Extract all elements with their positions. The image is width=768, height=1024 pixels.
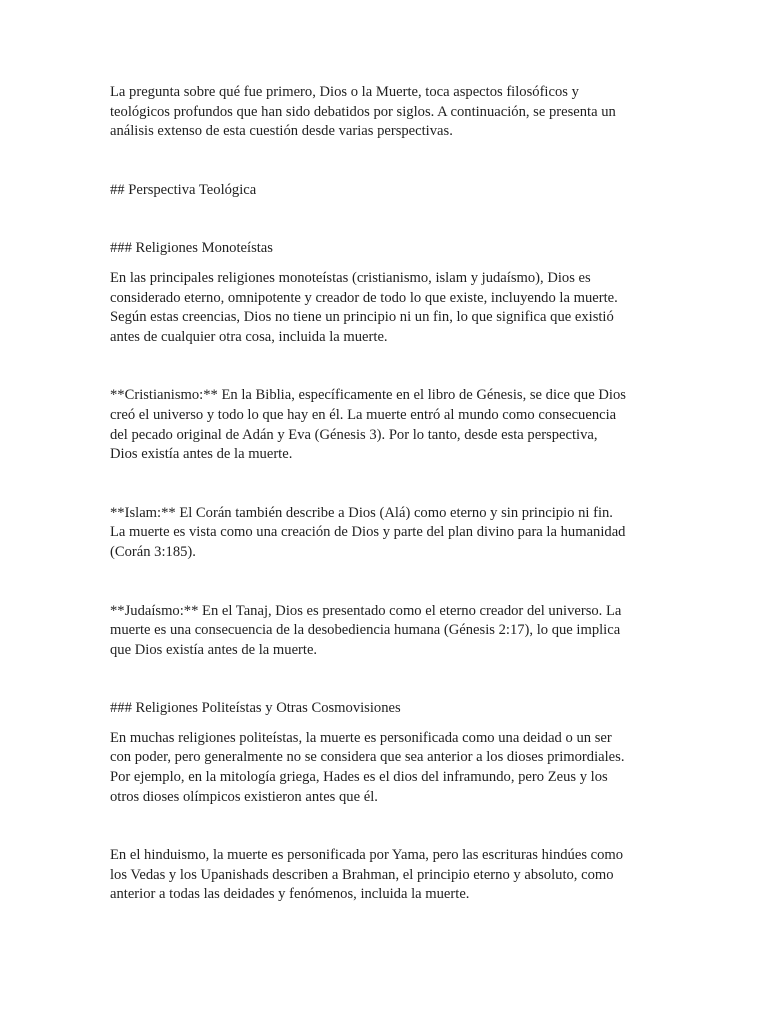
text-line: teológicos profundos que han sido debatidos por siglos. A continuación, se presenta un [110, 103, 616, 120]
monoteistas-paragraph [110, 269, 670, 347]
text-line: En las principales religiones monoteístas (cristianismo, islam y judaísmo), Dios es [110, 269, 591, 286]
heading-text: ### Religiones Politeístas y Otras Cosmovisiones [110, 700, 401, 717]
text-line: considerado eterno, omnipotente y creador de todo lo que existe, incluyendo la muerte. [110, 289, 618, 306]
hinduismo-paragraph [110, 846, 670, 905]
text-line: antes de cualquier otra cosa, incluida la muerte. [110, 328, 388, 345]
document-page [110, 83, 670, 905]
islam-paragraph [110, 504, 670, 563]
heading-text: ## Perspectiva Teológica [110, 181, 257, 198]
text-line: En el hinduismo, la muerte es personificada por Yama, pero las escrituras hindúes como [110, 847, 624, 864]
text-line: Dios existía antes de la muerte. [110, 446, 293, 463]
text-line: Según estas creencias, Dios no tiene un principio ni un fin, lo que significa que existió [110, 309, 614, 326]
cristianismo-paragraph [110, 386, 670, 464]
text-line: En muchas religiones politeístas, la muerte es personificada como una deidad o un ser [110, 729, 612, 746]
text-line: Por ejemplo, en la mitología griega, Hades es el dios del inframundo, pero Zeus y los [110, 769, 608, 786]
politeistas-paragraph [110, 729, 670, 807]
heading-religiones-monoteistas [110, 239, 670, 259]
text-line: creó el universo y todo lo que hay en él. La muerte entró al mundo como consecuencia [110, 406, 617, 423]
heading-religiones-politeistas [110, 699, 670, 719]
text-line: **Islam:** El Corán también describe a Dios (Alá) como eterno y sin principio ni fin. [110, 504, 613, 521]
heading-perspectiva-teologica [110, 181, 670, 201]
text-line: (Corán 3:185). [110, 543, 196, 560]
heading-text: ### Religiones Monoteístas [110, 240, 273, 257]
intro-paragraph [110, 83, 670, 142]
text-line: **Judaísmo:** En el Tanaj, Dios es presentado como el eterno creador del universo. La [110, 602, 622, 619]
text-line: La pregunta sobre qué fue primero, Dios o la Muerte, toca aspectos filosóficos y [110, 84, 579, 100]
text-line: otros dioses olímpicos existieron antes que él. [110, 788, 378, 805]
text-line: análisis extenso de esta cuestión desde varias perspectivas. [110, 123, 453, 140]
text-line: muerte es una consecuencia de la desobediencia humana (Génesis 2:17), lo que implica [110, 622, 621, 639]
judaismo-paragraph [110, 602, 670, 661]
text-line: que Dios existía antes de la muerte. [110, 641, 318, 658]
text-line: con poder, pero generalmente no se considera que sea anterior a los dioses primordiales. [110, 749, 625, 766]
text-line: del pecado original de Adán y Eva (Génesis 3). Por lo tanto, desde esta perspectiva, [110, 426, 598, 443]
text-line: los Vedas y los Upanishads describen a Brahman, el principio eterno y absoluto, como [110, 866, 614, 883]
text-line: anterior a todas las deidades y fenómenos, incluida la muerte. [110, 886, 470, 903]
text-line: La muerte es vista como una creación de Dios y parte del plan divino para la humanidad [110, 524, 626, 541]
text-line: **Cristianismo:** En la Biblia, específicamente en el libro de Génesis, se dice que Dios [110, 387, 626, 404]
